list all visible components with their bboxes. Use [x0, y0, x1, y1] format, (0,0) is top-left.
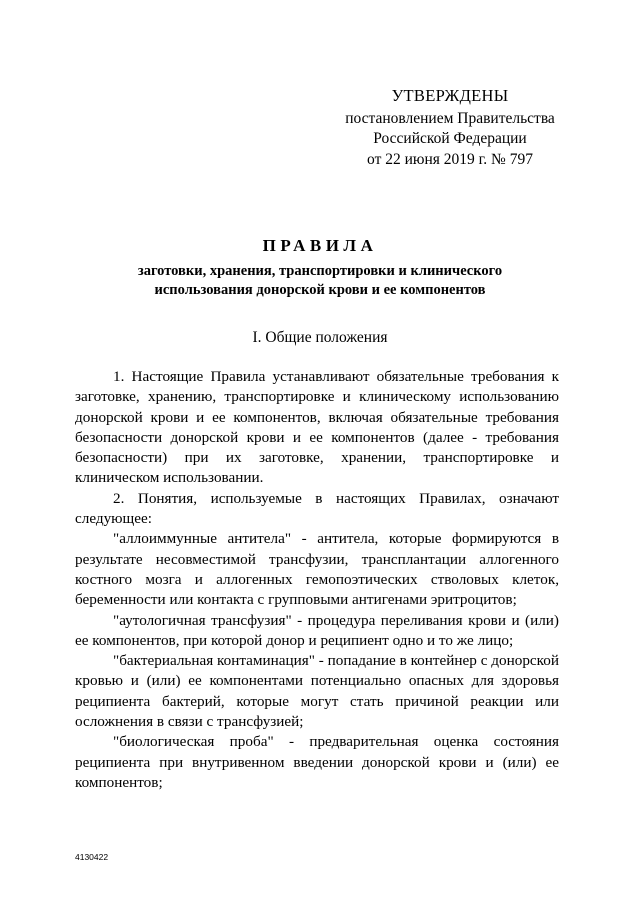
subtitle-line-1: заготовки, хранения, транспортировки и клинического — [137, 263, 503, 279]
subtitle-line-2: использования донорской крови и ее компонентов — [154, 282, 486, 298]
approval-line-2: Российской Федерации — [373, 130, 527, 147]
definition-biological-test: "биологическая проба" - предварительная оценка состояния реципиента при внутривенном введении донорской крови и (или) ее компонентов; — [75, 733, 559, 791]
approval-line-3: от 22 июня 2019 г. № 797 — [367, 150, 533, 168]
paragraph-2: 2. Понятия, используемые в настоящих Правилах, означают следующее: — [75, 489, 559, 528]
definition-alloimmune-antibodies: "аллоиммунные антитела" - антитела, которые формируются в результате несовместимой трансфузии, трансплантации аллогенного костного мозга и аллогенных гемопоэтических стволовых клеток, беременности или контакта с групповыми антигенами эритроцитов; — [75, 530, 559, 609]
approval-block — [330, 86, 570, 170]
definition-autologous-transfusion: "аутологичная трансфузия" - процедура переливания крови и (или) ее компонентов, при которой донор и реципиент одно и то же лицо; — [75, 611, 559, 649]
document-title: ПРАВИЛА — [262, 236, 378, 255]
definition-bacterial-contamination: "бактериальная контаминация" - попадание в контейнер с донорской кровью и (или) ее компонентами потенциально опасных для здоровья реципиента бактерий, которые могут стать причиной реакции или осложнения в связи с трансфузией; — [75, 652, 559, 731]
approval-heading: УТВЕРЖДЕНЫ — [391, 86, 509, 105]
section-heading: I. Общие положения — [252, 329, 388, 346]
paragraph-1: 1. Настоящие Правила устанавливают обязательные требования к заготовке, хранению, транспортировке и клиническому использованию донорской крови и ее компонентов, включая обязательные требования безопасности донорской крови и ее компонентов (далее - требования безопасности) при их заготовке, хранении, транспортировке и клиническом использовании. — [75, 368, 559, 487]
footer-document-code: 4130422 — [75, 852, 109, 862]
document-subtitle — [0, 262, 640, 300]
document-body — [75, 367, 559, 793]
approval-line-1: постановлением Правительства — [345, 109, 555, 127]
